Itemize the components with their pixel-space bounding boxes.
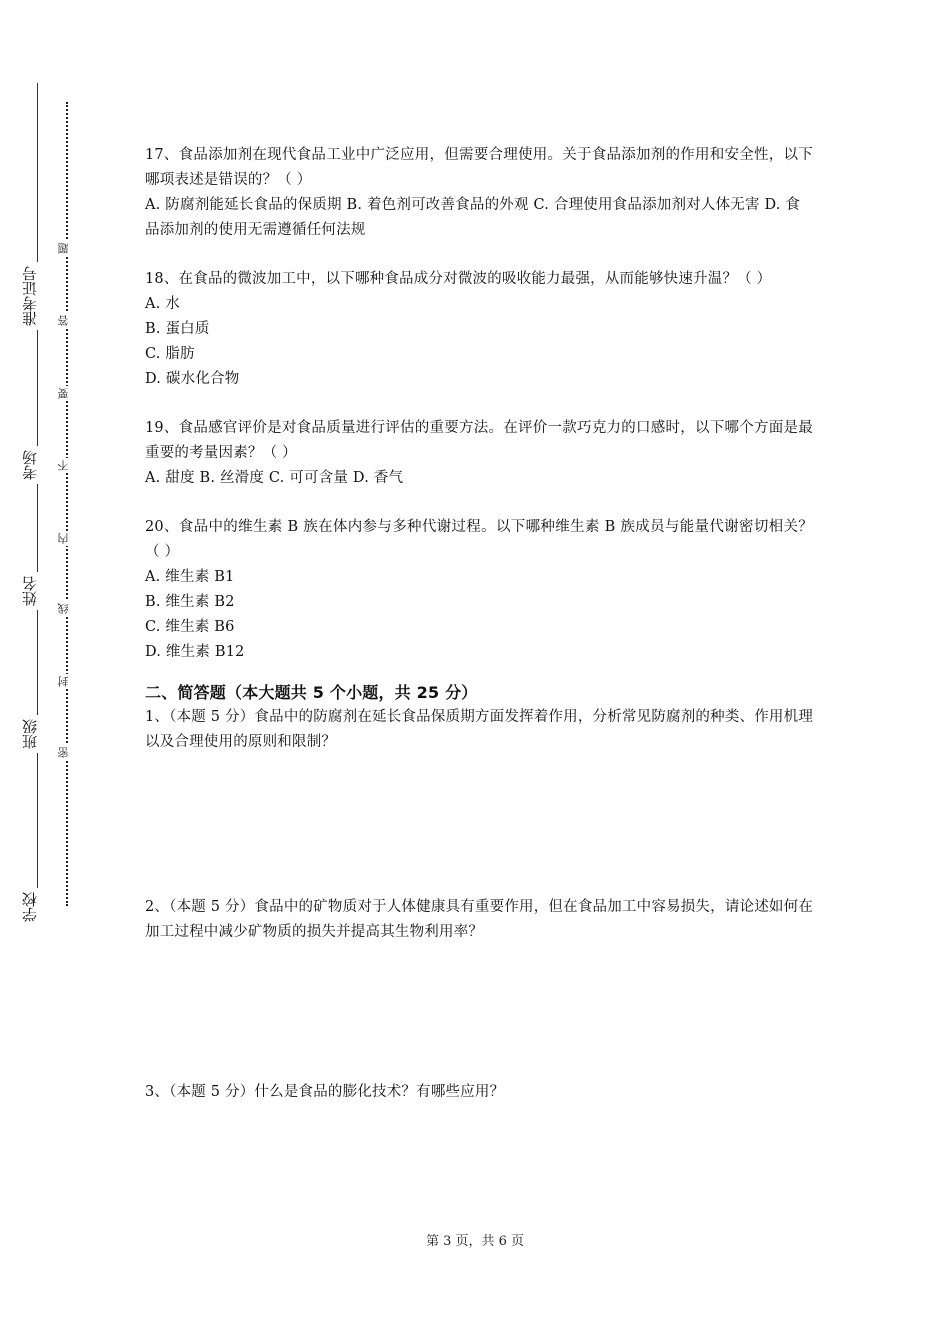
short-answer-question-3: 3、（本题 5 分）什么是食品的膨化技术？有哪些应用？ [145,1084,505,1100]
question-stem: 20、食品中的维生素 B 族在体内参与多种代谢过程。以下哪种维生素 B 族成员与能量代谢密切相关？（ ） [145,519,813,560]
option-a: A. 水 [145,296,180,312]
option-c: C. 脂肪 [145,346,195,362]
question-19 [145,416,813,491]
question-options-inline: A. 防腐剂能延长食品的保质期 B. 着色剂可改善食品的外观 C. 合理使用食品添加剂对人体无害 D. 食品添加剂的使用无需遵循任何法规 [145,197,801,238]
binding-margin [0,0,110,1344]
answer-space [145,945,813,1080]
seal-char: 封 [58,674,76,689]
option-b: B. 蛋白质 [145,321,210,337]
answer-space [145,755,813,895]
seal-char: 密 [58,745,76,760]
seal-char: 题 [58,241,76,256]
question-20 [145,515,813,665]
seal-char: 内 [58,531,76,546]
short-answer-question-1: 1、（本题 5 分）食品中的防腐剂在延长食品保质期方面发挥着作用，分析常见防腐剂的种类、作用机理以及合理使用的原则和限制？ [145,709,814,750]
field-name-label: 姓名 [23,572,51,610]
question-stem: 17、食品添加剂在现代食品工业中广泛应用，但需要合理使用。关于食品添加剂的作用和安全性，以下哪项表述是错误的？（ ） [145,147,813,188]
option-d: D. 维生素 B12 [145,644,245,660]
option-a: A. 维生素 B1 [145,569,235,585]
option-b: B. 维生素 B2 [145,594,235,610]
option-c: C. 维生素 B6 [145,619,235,635]
seal-char: 不 [58,458,76,473]
exam-content [145,143,813,1105]
fill-in-line [37,83,38,923]
question-stem: 18、在食品的微波加工中，以下哪种食品成分对微波的吸收能力最强，从而能够快速升温？（ ） [145,271,772,287]
page-number: 第 3 页，共 6 页 [425,1234,525,1249]
question-17 [145,143,813,243]
seal-char: 答 [58,313,76,328]
short-answer-question-2: 2、（本题 5 分）食品中的矿物质对于人体健康具有重要作用，但在食品加工中容易损失，请论述如何在加工过程中减少矿物质的损失并提高其生物利用率？ [145,899,814,940]
question-stem: 19、食品感官评价是对食品质量进行评估的重要方法。在评价一款巧克力的口感时，以下哪个方面是最重要的考量因素？（ ） [145,420,813,461]
field-exam-room-label: 考场 [23,446,51,484]
seal-char: 要 [58,386,76,401]
question-options-inline: A. 甜度 B. 丝滑度 C. 可可含量 D. 香气 [145,470,404,486]
seal-char: 线 [58,601,76,616]
field-school-label: 学校 [23,888,51,926]
field-class-label: 班级 [23,715,51,753]
field-exam-id-label: 准考证号 [23,262,51,330]
section-title: 二、简答题（本大题共 5 个小题，共 25 分） [145,683,478,702]
question-18 [145,267,813,392]
seal-dotted-line [66,102,68,906]
option-d: D. 碳水化合物 [145,371,240,387]
